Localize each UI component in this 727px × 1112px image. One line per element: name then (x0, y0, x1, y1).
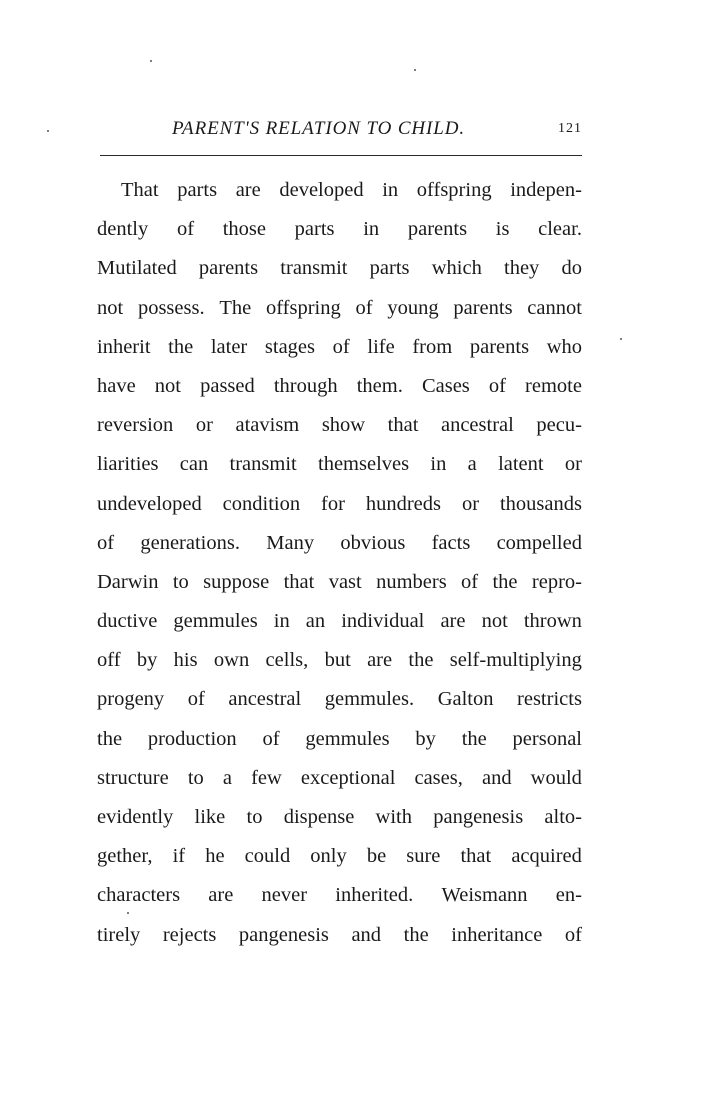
text-line: That parts are developed in offspring indepen- (121, 179, 582, 201)
text-line: gether, if he could only be sure that acquired (97, 845, 582, 868)
running-title: PARENT'S RELATION TO CHILD. (172, 118, 465, 139)
text-line: the production of gemmules by the personal (97, 727, 582, 750)
text-line: tirely rejects pangenesis and the inheritance of (97, 923, 582, 946)
text-line: Mutilated parents transmit parts which they do (97, 257, 582, 280)
text-line: ductive gemmules in an individual are not thrown (97, 610, 582, 633)
text-line: not possess. The offspring of young parents cannot (97, 296, 582, 319)
text-line: reversion or atavism show that ancestral pecu- (97, 414, 582, 437)
text-line: Darwin to suppose that vast numbers of the repro- (97, 570, 582, 593)
print-speck (414, 69, 416, 71)
header-rule (100, 155, 582, 156)
text-line: undeveloped condition for hundreds or thousands (97, 492, 582, 515)
text-line: inherit the later stages of life from parents who (97, 335, 582, 358)
text-line: have not passed through them. Cases of remote (97, 374, 582, 397)
text-line: dently of those parts in parents is clear. (97, 218, 582, 241)
print-speck (47, 130, 49, 132)
text-line: off by his own cells, but are the self-multiplying (97, 649, 582, 672)
text-line: evidently like to dispense with pangenesis alto- (97, 806, 582, 828)
text-line: progeny of ancestral gemmules. Galton restricts (97, 688, 582, 711)
print-speck (150, 60, 152, 62)
text-line: liarities can transmit themselves in a latent or (97, 453, 582, 476)
text-line: characters are never inherited. Weismann en- (97, 884, 582, 907)
running-head (100, 118, 582, 146)
text-line: of generations. Many obvious facts compelled (97, 531, 582, 554)
page-number: 121 (558, 121, 582, 136)
body-text (97, 175, 582, 959)
print-speck (620, 338, 622, 340)
text-line: structure to a few exceptional cases, and would (97, 766, 582, 789)
